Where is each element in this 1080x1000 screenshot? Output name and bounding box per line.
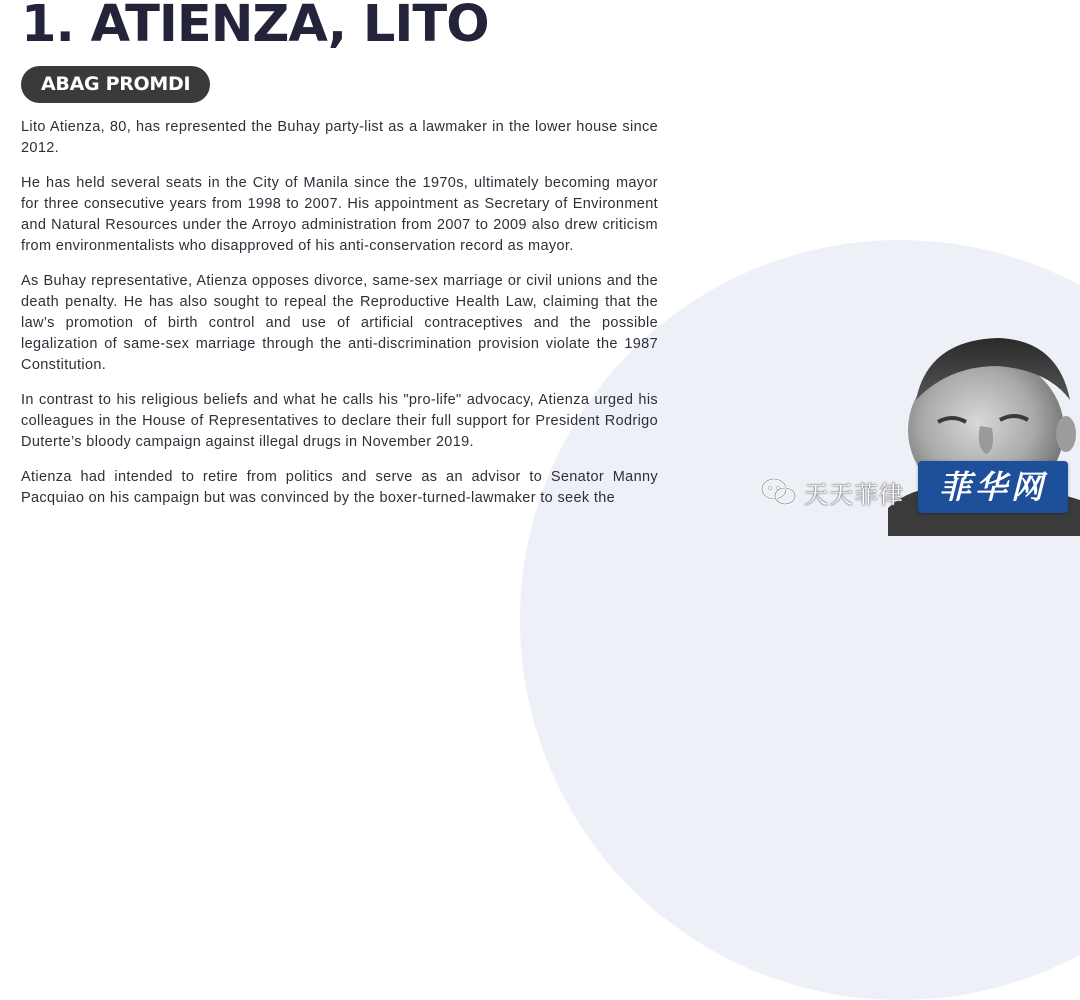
paragraph-2: He has held several seats in the City of Manila since the 1970s, ultimately becoming mayor for three consecutive years from 1998 to 2007. His appointment as Secretary of Environment and Natural Resources under the Arroyo administration from 2007 to 2009 also drew criticism from environmentalists who disapproved of his anti-conservation record as mayor.	[21, 175, 658, 254]
article	[21, 0, 658, 523]
name-badge: ABAG PROMDI	[21, 66, 210, 103]
paragraph-5: Atienza had intended to retire from politics and serve as an advisor to Senator Manny Pacquiao on his campaign but was convinced by the boxer-turned-lawmaker to seek the	[21, 469, 658, 506]
wechat-icon	[760, 477, 798, 507]
watermark	[760, 468, 904, 516]
watermark-logo: 菲华网	[918, 461, 1068, 513]
page-title: 1. ATIENZA, LITO	[21, 0, 489, 54]
paragraph-3: As Buhay representative, Atienza opposes divorce, same-sex marriage or civil unions and the death penalty. He has also sought to repeal the Reproductive Health Law, claiming that the law’s promotion of birth control and use of artificial contraceptives and the possible legalization of same-sex marriage through the anti-discrimination provision violate the 1987 Constitution.	[21, 273, 658, 373]
paragraph-1: Lito Atienza, 80, has represented the Buhay party-list as a lawmaker in the lower house since 2012.	[21, 119, 658, 156]
article-body	[21, 117, 658, 509]
watermark-channel: 天天菲律	[804, 480, 904, 509]
paragraph-4: In contrast to his religious beliefs and what he calls his "pro-life" advocacy, Atienza urged his colleagues in the House of Representatives to declare their full support for President Rodrigo Duterte’s bloody campaign against illegal drugs in November 2019.	[21, 392, 658, 450]
